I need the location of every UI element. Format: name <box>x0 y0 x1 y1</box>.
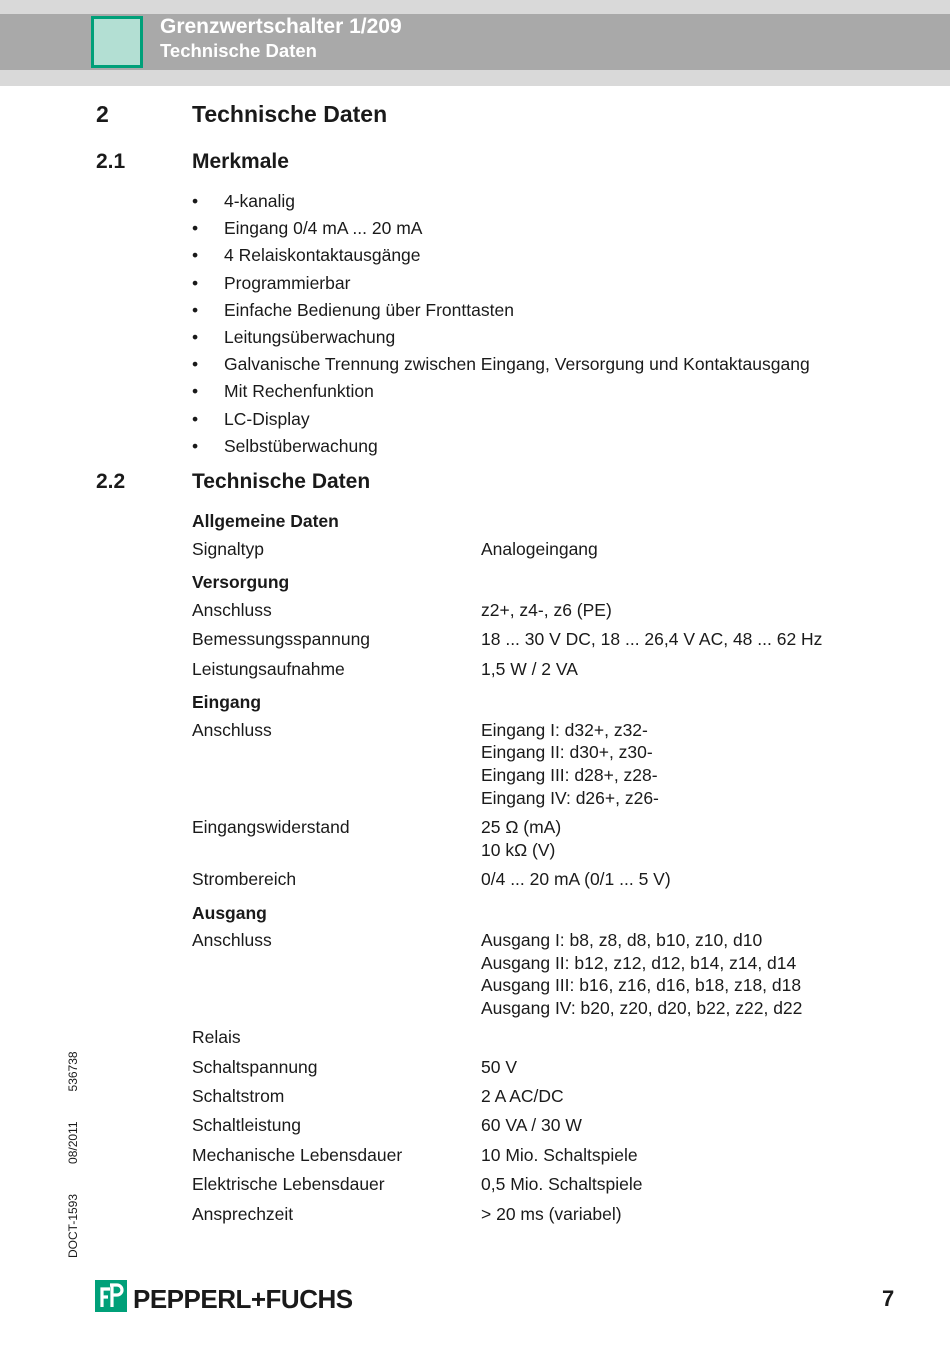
spec-row <box>192 868 892 891</box>
spec-row <box>192 599 892 622</box>
spec-label: Ansprechzeit <box>192 1203 294 1224</box>
section-title: Technische Daten <box>192 101 388 127</box>
spec-row <box>192 1173 892 1196</box>
spec-label: Schaltstrom <box>192 1086 285 1107</box>
spec-value: 2 A AC/DC <box>481 1086 564 1107</box>
spec-label: Anschluss <box>192 930 272 951</box>
header-title: Grenzwertschalter 1/209 <box>160 15 402 38</box>
spec-value: 50 V <box>481 1056 517 1077</box>
spec-label: Eingangswiderstand <box>192 816 350 837</box>
document-date: 08/2011 <box>66 1121 80 1164</box>
feature-item <box>192 189 810 216</box>
spec-value: Ausgang I: b8, z8, d8, b10, z10, d10 <box>481 930 763 951</box>
spec-value: Eingang III: d28+, z28- <box>481 764 658 785</box>
bullet-icon: • <box>192 354 199 375</box>
feature-item <box>192 407 810 434</box>
spec-value: Analogeingang <box>481 538 598 559</box>
spec-value: 1,5 W / 2 VA <box>481 658 578 679</box>
spec-label: Mechanische Lebensdauer <box>192 1144 403 1165</box>
spec-row <box>192 1114 892 1137</box>
pf-logo-icon <box>95 1280 127 1312</box>
spec-value: Ausgang II: b12, z12, d12, b14, z14, d14 <box>481 952 797 973</box>
spec-label: Anschluss <box>192 719 272 740</box>
spec-value: z2+, z4-, z6 (PE) <box>481 599 612 620</box>
spec-row <box>192 658 892 681</box>
document-number: DOCT-1593 <box>66 1193 80 1258</box>
spec-label: Anschluss <box>192 599 272 620</box>
feature-text: 4 Relaiskontaktausgänge <box>224 245 421 266</box>
document-code <box>66 1021 80 1258</box>
spec-value: > 20 ms (variabel) <box>481 1203 622 1224</box>
spec-row <box>192 1203 892 1226</box>
spec-label: Relais <box>192 1027 241 1048</box>
feature-item <box>192 325 810 352</box>
page-number: 7 <box>882 1286 895 1311</box>
feature-text: Leitungsüberwachung <box>224 326 396 347</box>
spec-row <box>192 719 892 809</box>
feature-text: Mit Rechenfunktion <box>224 381 374 402</box>
spec-group-title: Allgemeine Daten <box>192 511 339 531</box>
spec-value: Ausgang III: b16, z16, d16, b18, z18, d18 <box>481 975 802 996</box>
spec-label: Leistungsaufnahme <box>192 658 345 679</box>
specs-title: Technische Daten <box>192 470 371 493</box>
header-accent-square <box>91 16 143 68</box>
spec-group-title: Versorgung <box>192 572 290 593</box>
spec-row <box>192 1056 892 1079</box>
spec-value: Eingang IV: d26+, z26- <box>481 787 659 808</box>
bullet-icon: • <box>192 299 199 320</box>
feature-text: Einfache Bedienung über Fronttasten <box>224 299 514 320</box>
section-heading <box>0 101 950 131</box>
bullet-icon: • <box>192 435 199 456</box>
spec-value: Eingang II: d30+, z30- <box>481 742 653 763</box>
spec-row <box>192 929 892 1019</box>
specs-table <box>192 510 892 1232</box>
spec-value: 10 Mio. Schaltspiele <box>481 1144 638 1165</box>
features-number: 2.1 <box>96 150 126 173</box>
feature-text: Galvanische Trennung zwischen Eingang, Versorgung und Kontaktausgang <box>224 354 810 375</box>
feature-item <box>192 271 810 298</box>
features-title: Merkmale <box>192 150 289 173</box>
spec-label: Strombereich <box>192 868 297 889</box>
spec-value: 10 kΩ (V) <box>481 839 556 860</box>
spec-label: Signaltyp <box>192 538 264 559</box>
section-number: 2 <box>96 101 109 127</box>
spec-label: Elektrische Lebensdauer <box>192 1174 385 1195</box>
feature-item <box>192 434 810 461</box>
spec-row <box>192 1085 892 1108</box>
spec-value: 0/4 ... 20 mA (0/1 ... 5 V) <box>481 868 671 889</box>
feature-text: Eingang 0/4 mA ... 20 mA <box>224 218 423 239</box>
spec-label: Schaltleistung <box>192 1115 301 1136</box>
feature-item <box>192 379 810 406</box>
bullet-icon: • <box>192 191 199 211</box>
spec-label: Schaltspannung <box>192 1056 318 1077</box>
spec-row <box>192 538 892 561</box>
feature-text: 4-kanalig <box>224 191 296 211</box>
feature-item <box>192 216 810 243</box>
bullet-icon: • <box>192 245 199 266</box>
spec-group-title: Eingang <box>192 692 262 713</box>
specs-heading <box>0 470 950 498</box>
spec-row <box>192 628 892 651</box>
bullet-icon: • <box>192 218 199 239</box>
bullet-icon: • <box>192 272 199 293</box>
specs-number: 2.2 <box>96 470 126 493</box>
spec-value: 25 Ω (mA) <box>481 816 562 837</box>
document-id: 536738 <box>66 1051 80 1092</box>
spec-label: Bemessungsspannung <box>192 629 371 650</box>
features-heading <box>0 150 950 178</box>
bullet-icon: • <box>192 408 199 429</box>
spec-value: 0,5 Mio. Schaltspiele <box>481 1174 643 1195</box>
feature-text: LC-Display <box>224 408 310 429</box>
spec-row <box>192 1144 892 1167</box>
header-subtitle: Technische Daten <box>160 40 317 61</box>
feature-text: Programmierbar <box>224 272 351 293</box>
page-header <box>0 0 950 86</box>
spec-value: Eingang I: d32+, z32- <box>481 719 648 740</box>
spec-value: 18 ... 30 V DC, 18 ... 26,4 V AC, 48 ... 62 Hz <box>481 629 823 650</box>
spec-row <box>192 816 892 861</box>
logo-text: PEPPERL+FUCHS <box>133 1284 353 1314</box>
spec-value: 60 VA / 30 W <box>481 1115 582 1136</box>
feature-item <box>192 298 810 325</box>
bullet-icon: • <box>192 381 199 402</box>
spec-value: Ausgang IV: b20, z20, d20, b22, z22, d22 <box>481 997 803 1018</box>
feature-item <box>192 243 810 270</box>
features-list <box>192 189 810 461</box>
feature-text: Selbstüberwachung <box>224 435 378 456</box>
spec-group-title: Ausgang <box>192 902 267 923</box>
feature-item <box>192 352 810 379</box>
bullet-icon: • <box>192 326 199 347</box>
spec-row <box>192 1026 892 1049</box>
